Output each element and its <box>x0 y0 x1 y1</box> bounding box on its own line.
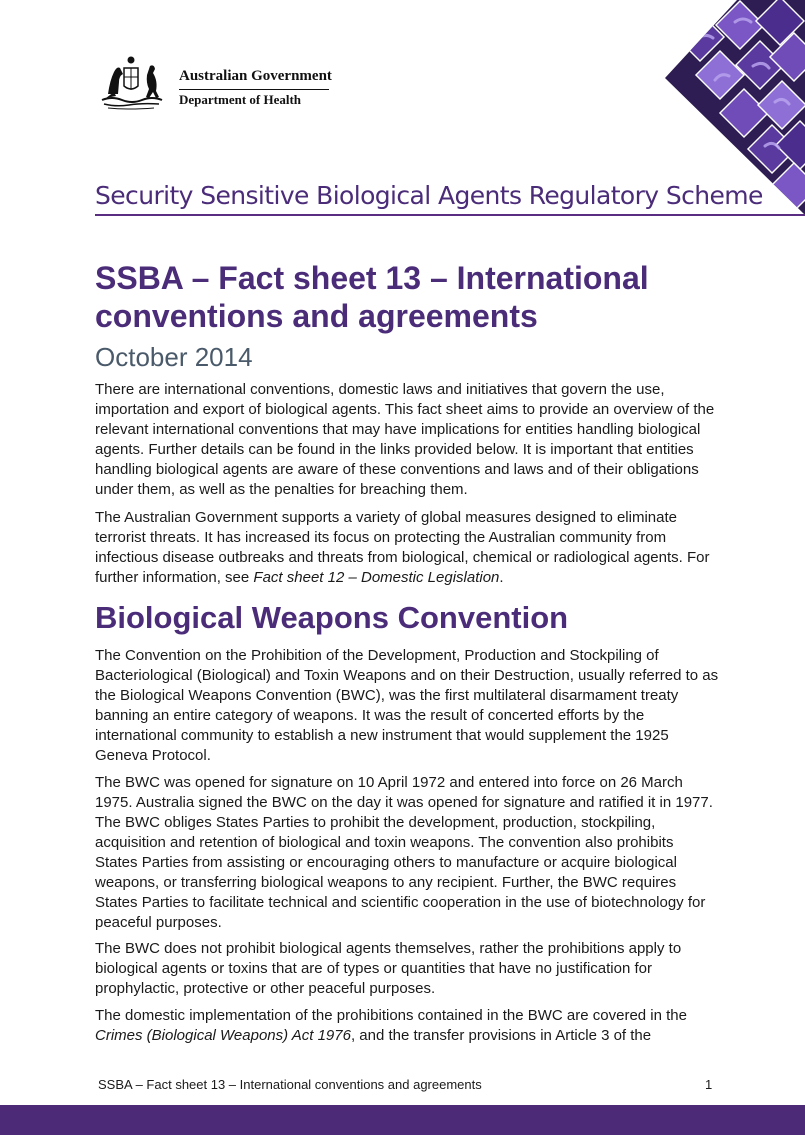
page-number: 1 <box>705 1077 713 1092</box>
footer-band <box>0 1105 805 1135</box>
coat-of-arms-icon <box>94 54 169 110</box>
section-heading: Biological Weapons Convention <box>95 600 569 635</box>
logo-divider <box>179 89 329 90</box>
fact-sheet-reference: Fact sheet 12 – Domestic Legislation <box>253 569 500 586</box>
body-paragraph <box>95 1006 720 1046</box>
government-logo <box>94 54 344 114</box>
paragraph-text: The domestic implementation of the prohibitions contained in the BWC are covered in the <box>95 1007 687 1024</box>
body-paragraph: The BWC was opened for signature on 10 April 1972 and entered into force on 26 March 1975. Australia signed the BWC on the day it was opened for signature and ratified it in 1977. The BWC obliges States Parties to prohibit the development, production, stockpiling, acquisition and retention of biological and toxin weapons. The convention also prohibits States Parties from assisting or encouraging others to manufacture or acquire biological weapons, or transferring biological weapons to any recipient. Further, the BWC requires States Parties to facilitate technical and scientific cooperation in the use of biotechnology for peaceful purposes. <box>95 774 713 931</box>
intro-paragraph: There are international conventions, domestic laws and initiatives that govern the use, importation and export of biological agents. This fact sheet aims to provide an overview of the relevant international conventions that may have implications for entities handling biological agents. Further details can be found in the links provided below. It is important that entities handling biological agents are aware of these conventions and laws and of their obligations under them, as well as the penalties for breaching them. <box>95 381 715 498</box>
act-reference: Crimes (Biological Weapons) Act 1976 <box>95 1027 351 1044</box>
paragraph-text: The Australian Government supports a variety of global measures designed to eliminate terrorist threats. It has increased its focus on protecting the Australian community from infectious disease outbreaks and threats from biological, chemical or radiological agents. For further information, see <box>95 509 710 586</box>
footer-title: SSBA – Fact sheet 13 – International conventions and agreements <box>98 1077 482 1092</box>
header-divider <box>95 214 805 216</box>
document-title: SSBA – Fact sheet 13 – International conventions and agreements <box>95 260 649 334</box>
document-date: October 2014 <box>95 342 253 372</box>
scheme-title: Security Sensitive Biological Agents Regulatory Scheme <box>95 181 763 210</box>
body-paragraph: The Convention on the Prohibition of the Development, Production and Stockpiling of Bacteriological (Biological) and Toxin Weapons and on their Destruction, usually referred to as the Biological Weapons Convention (BWC), was the first multilateral disarmament treaty banning an entire category of weapons. It was the result of concerted efforts by the international community to establish a new instrument that would supplement the 1925 Geneva Protocol. <box>95 647 719 764</box>
body-paragraph: The BWC does not prohibit biological agents themselves, rather the prohibitions apply to biological agents or toxins that are of types or quantities that have no justification for prophylactic, protective or other peaceful purposes. <box>95 940 682 997</box>
paragraph-text: , and the transfer provisions in Article 3 of the <box>350 1027 652 1044</box>
government-name: Australian Government <box>179 68 332 84</box>
paragraph-text: . <box>499 569 504 586</box>
intro-paragraph <box>95 508 720 588</box>
department-name: Department of Health <box>179 92 302 107</box>
